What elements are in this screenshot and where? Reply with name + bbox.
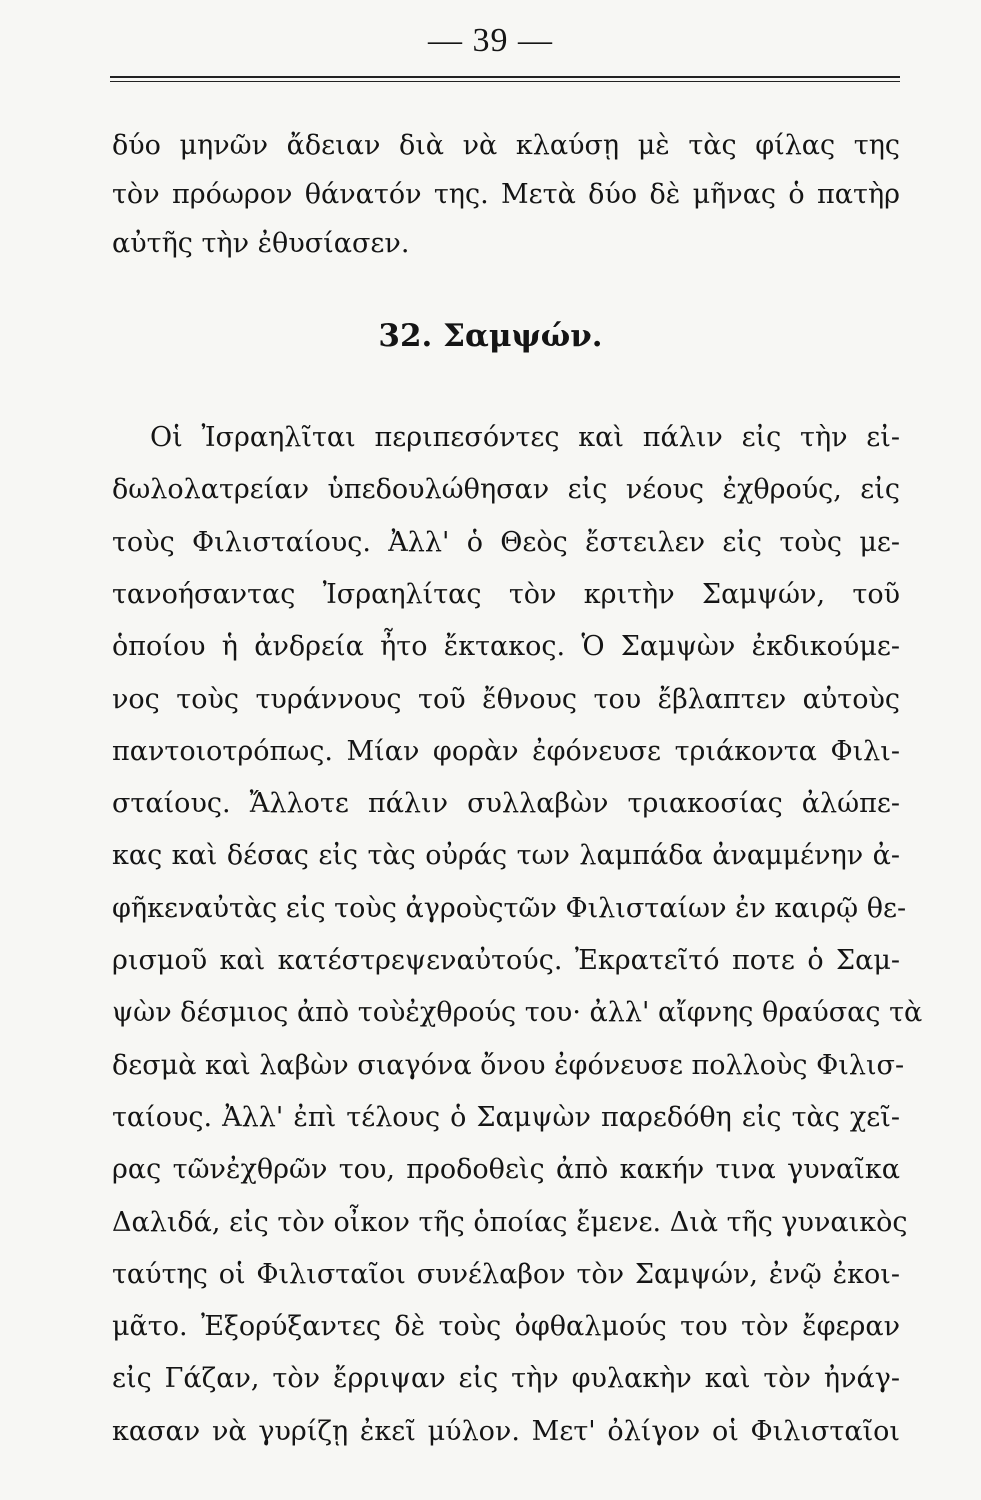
page-number: — 39 — — [428, 22, 553, 59]
text-line: τοὺς Φιλισταίους. Ἀλλ' ὁ Θεὸς ἔστειλεν εἰς τοὺς με- — [112, 526, 900, 558]
text-line: ψὼν δέσμιος ἀπὸ τοὺἐχθρούς του· ἀλλ' αἴφνης θραύσας τὰ — [112, 997, 923, 1029]
text-line: ρας τῶνἐχθρῶν του, προδοθεὶς ἀπὸ κακήν τινα γυναῖκα — [112, 1154, 900, 1186]
text-line: κας καὶ δέσας εἰς τὰς οὐράς των λαμπάδα ἀναμμένην ἀ- — [112, 840, 900, 872]
text-line: δύο μηνῶν ἄδειαν διὰ νὰ κλαύσῃ μὲ τὰς φίλας της — [112, 130, 900, 161]
text-line: αὐτῆς τὴν ἐθυσίασεν. — [112, 228, 410, 259]
header-rule-thin — [110, 81, 900, 82]
text-line: Οἱ Ἰσραηλῖται περιπεσόντες καὶ πάλιν εἰς τὴν εἰ- — [150, 422, 900, 453]
text-line: Δαλιδά, εἰς τὸν οἶκον τῆς ὁποίας ἔμενε. Διὰ τῆς γυναικὸς — [112, 1206, 908, 1238]
text-line: τανοήσαντας Ἰσραηλίτας τὸν κριτὴν Σαμψών, τοῦ — [112, 578, 900, 610]
text-line: τὸν πρόωρον θάνατόν της. Μετὰ δύο δὲ μῆνας ὁ πατὴρ — [112, 179, 900, 210]
text-line: σταίους. Ἄλλοτε πάλιν συλλαβὼν τριακοσίας ἀλώπε- — [112, 788, 900, 820]
text-line: δεσμὰ καὶ λαβὼν σιαγόνα ὄνου ἐφόνευσε πολλοὺς Φιλισ- — [112, 1049, 905, 1081]
section-number: 32. — [378, 318, 433, 354]
text-line: κασαν νὰ γυρίζῃ ἐκεῖ μύλον. Μετ' ὀλίγον οἱ Φιλισταῖοι — [112, 1415, 900, 1447]
text-line: νος τοὺς τυράννους τοῦ ἔθνους του ἔβλαπτεν αὐτοὺς — [112, 683, 900, 715]
text-line: φῆκεναὐτὰς εἰς τοὺς ἀγροὺςτῶν Φιλισταίων ἐν καιρῷ θε- — [112, 892, 907, 924]
text-line: παντοιοτρόπως. Μίαν φορὰν ἐφόνευσε τριάκοντα Φιλι- — [112, 735, 900, 767]
text-line: μᾶτο. Ἐξορύξαντες δὲ τοὺς ὀφθαλμούς του τὸν ἔφεραν — [112, 1311, 900, 1343]
text-line: δωλολατρείαν ὑπεδουλώθησαν εἰς νέους ἐχθρούς, εἰς — [112, 474, 900, 506]
text-line: ρισμοῦ καὶ κατέστρεψεναὐτούς. Ἐκρατεῖτό ποτε ὁ Σαμ- — [112, 945, 900, 976]
header-rule — [110, 76, 900, 78]
text-line: ταίους. Ἀλλ' ἐπὶ τέλους ὁ Σαμψὼν παρεδόθη εἰς τὰς χεῖ- — [112, 1101, 900, 1133]
text-line: εἰς Γάζαν, τὸν ἔρριψαν εἰς τὴν φυλακὴν καὶ τὸν ἠνάγ- — [112, 1363, 900, 1395]
text-line: ὁποίου ἡ ἀνδρεία ἦτο ἔκτακος. Ὁ Σαμψὼν ἐκδικούμε- — [112, 631, 900, 663]
section-title: Σαμψών. — [443, 318, 603, 354]
text-line: ταύτης οἱ Φιλισταῖοι συνέλαβον τὸν Σαμψών, ἐνῷ ἐκοι- — [112, 1258, 900, 1290]
section-heading — [0, 318, 981, 354]
